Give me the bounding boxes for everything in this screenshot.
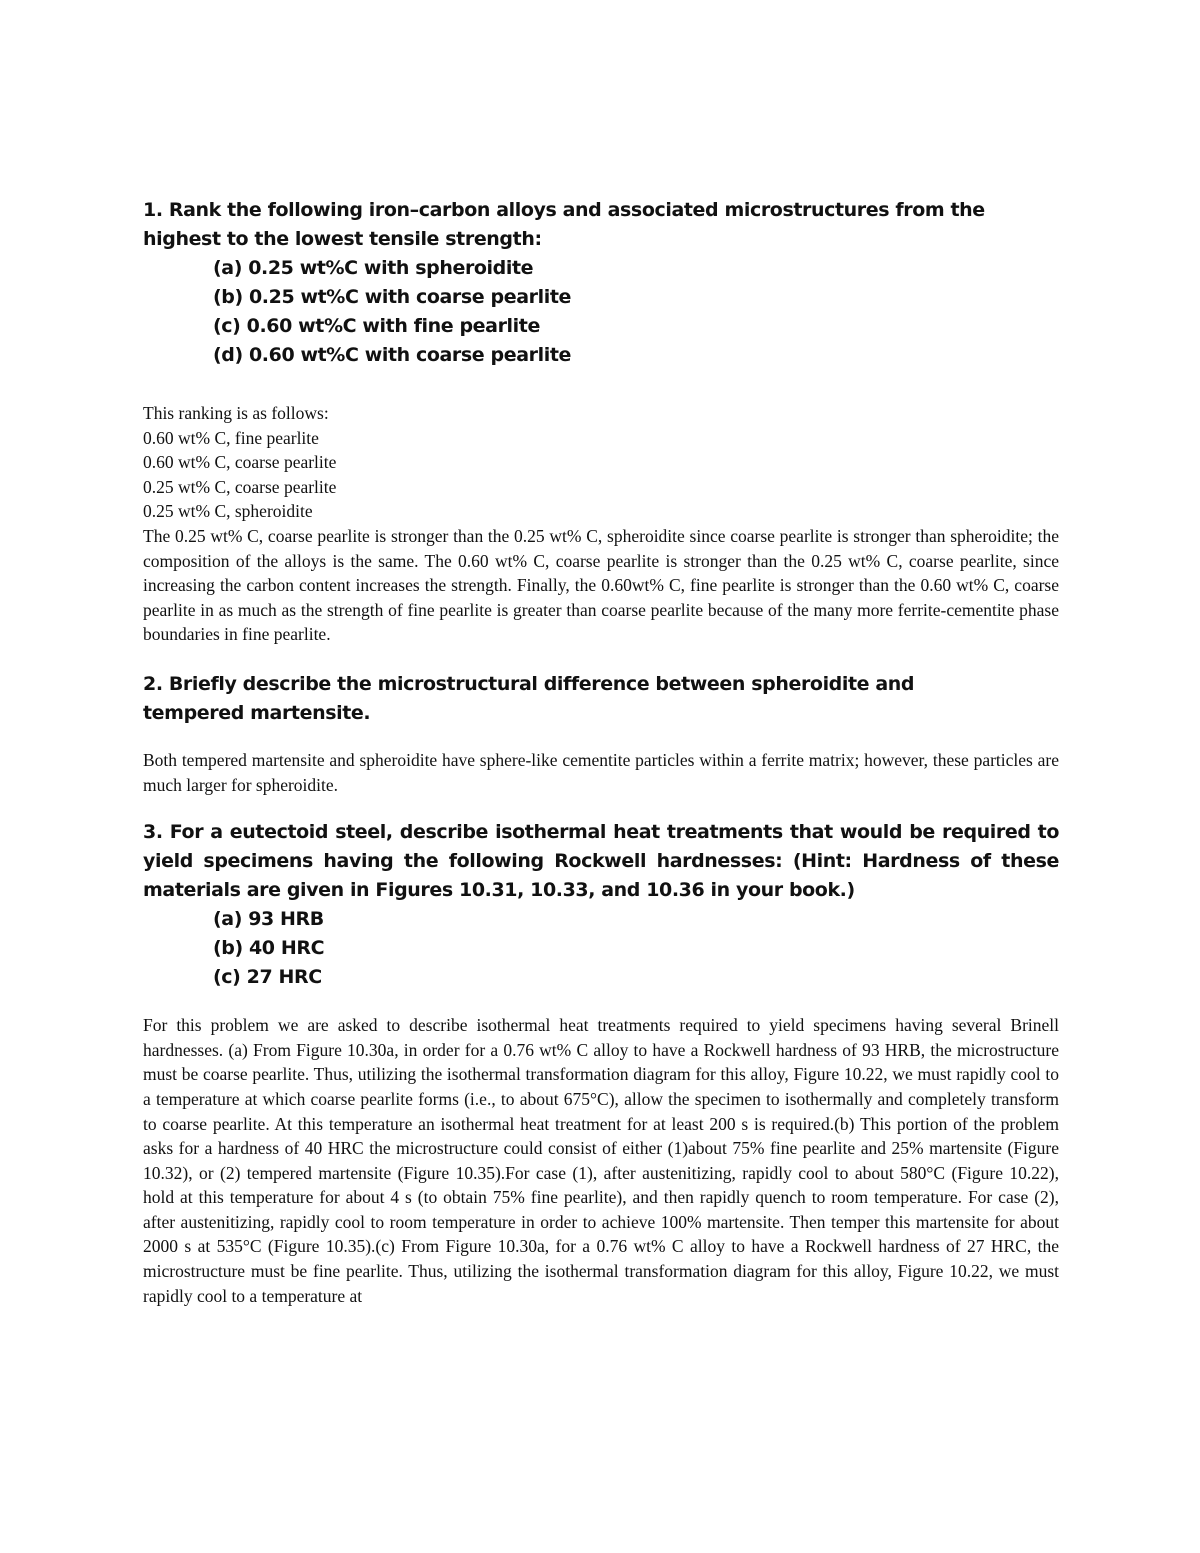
answer-1-rank-1: 0.60 wt% C, fine pearlite bbox=[143, 427, 319, 448]
question-1-option-a: (a) 0.25 wt%C with spheroidite bbox=[213, 257, 534, 279]
question-1-title: 1. Rank the following iron–carbon alloys and associated microstructures from the highest to the lowest tensile strength: bbox=[143, 199, 985, 250]
answer-1 bbox=[143, 401, 1059, 647]
question-2-title-line-1: 2. Briefly describe the microstructural difference between spheroidite and bbox=[143, 672, 915, 695]
answer-3-text: For this problem we are asked to describe isothermal heat treatments required to yield specimens having several Brinell hardnesses. (a) From Figure 10.30a, in order for a 0.76 wt% C alloy to have a Rockwell hardness of 93 HRB, the microstructure must be coarse pearlite. Thus, utilizing the isothermal transformation diagram for this alloy, Figure 10.22, we must rapidly cool to a temperature at which coarse pearlite forms (i.e., to about 675°C), allow the specimen to isothermally and completely transform to coarse pearlite. At this temperature an isothermal heat treatment for at least 200 s is required.(b) This portion of the problem asks for a hardness of 40 HRC the microstructure could consist of either (1)about 75% fine pearlite and 25% martensite (Figure 10.32), or (2) tempered martensite (Figure 10.35).For case (1), after austenitizing, rapidly cool to about 580°C (Figure 10.22), hold at this temperature for about 4 s (to obtain 75% fine pearlite), and then rapidly quench to room temperature. For case (2), after austenitizing, rapidly cool to room temperature in order to achieve 100% martensite. Then temper this martensite for about 2000 s at 535°C (Figure 10.35).(c) From Figure 10.30a, for a 0.76 wt% C alloy to have a Rockwell hardness of 27 HRC, the microstructure must be fine pearlite. Thus, utilizing the isothermal transformation diagram for this alloy, Figure 10.22, we must rapidly cool to a temperature at bbox=[143, 1015, 1059, 1306]
answer-2 bbox=[143, 748, 1059, 797]
question-1-option-c: (c) 0.60 wt%C with fine pearlite bbox=[213, 315, 540, 337]
question-3-title: 3. For a eutectoid steel, describe isothermal heat treatments that would be required to yield specimens having the following Rockwell hardnesses: (Hint: Hardness of these materials are given in Figures 10.31, 10.33, and 10.36 in your book.) bbox=[143, 821, 1059, 902]
question-1-option-d: (d) 0.60 wt%C with coarse pearlite bbox=[213, 344, 571, 366]
answer-1-explanation: The 0.25 wt% C, coarse pearlite is stronger than the 0.25 wt% C, spheroidite since coarse pearlite is stronger than spheroidite; the composition of the alloys is the same. The 0.60 wt% C, coarse pearlite is stronger than the 0.25 wt% C, coarse pearlite, since increasing the carbon content increases the strength. Finally, the 0.60wt% C, fine pearlite is stronger than the 0.60 wt% C, coarse pearlite in as much as the strength of fine pearlite is greater than coarse pearlite because of the many more ferrite-cementite phase boundaries in fine pearlite. bbox=[143, 525, 1059, 645]
answer-1-rank-2: 0.60 wt% C, coarse pearlite bbox=[143, 452, 337, 473]
question-3-option-b: (b) 40 HRC bbox=[213, 937, 325, 960]
question-2-title-line-2: tempered martensite. bbox=[143, 701, 371, 724]
question-3-option-c: (c) 27 HRC bbox=[213, 966, 322, 989]
question-1 bbox=[143, 196, 1059, 370]
question-3-options bbox=[143, 905, 1059, 992]
page-content bbox=[143, 196, 1059, 1308]
answer-1-rank-4: 0.25 wt% C, spheroidite bbox=[143, 501, 313, 522]
question-3-option-a: (a) 93 HRB bbox=[213, 908, 324, 931]
question-3 bbox=[143, 818, 1059, 992]
question-1-option-b: (b) 0.25 wt%C with coarse pearlite bbox=[213, 286, 571, 308]
answer-3 bbox=[143, 1013, 1059, 1308]
answer-1-rank-3: 0.25 wt% C, coarse pearlite bbox=[143, 476, 337, 497]
question-2 bbox=[143, 670, 1059, 728]
question-1-options bbox=[143, 254, 1059, 370]
answer-1-intro: This ranking is as follows: bbox=[143, 403, 329, 423]
answer-2-text: Both tempered martensite and spheroidite have sphere-like cementite particles within a ferrite matrix; however, these particles are much larger for spheroidite. bbox=[143, 749, 1059, 795]
